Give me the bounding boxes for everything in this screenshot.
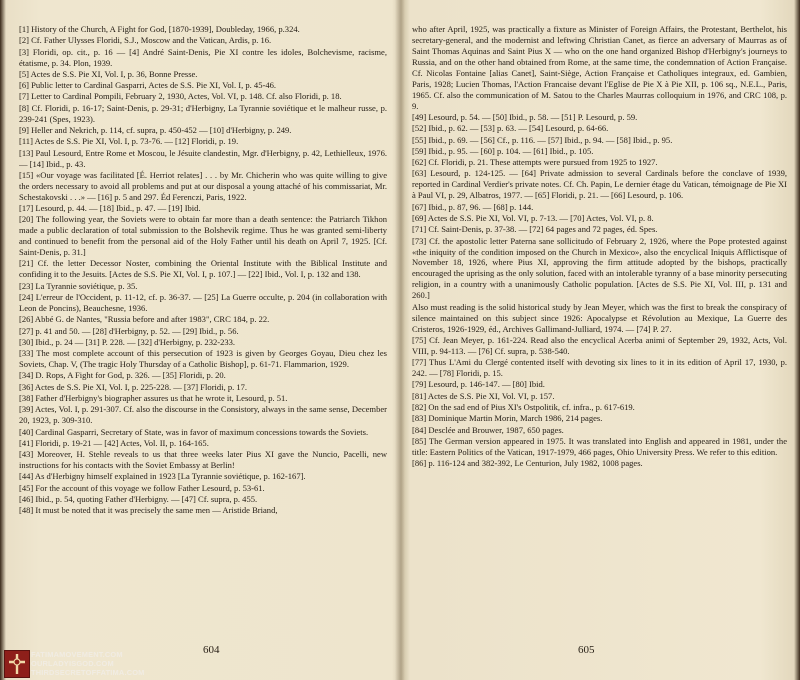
footnote: [13] Paul Lesourd, Entre Rome et Moscou, le Jésuite clandestin, Mgr. d'Herbigny, p. 42, Lethielleux, 1976. — [14] Ibid., p. 43.: [19, 147, 387, 169]
footnote: [5] Actes de S.S. Pie XI, Vol. I, p. 36, Bonne Presse.: [19, 68, 198, 79]
footnote: [1] History of the Church, A Fight for God, [1870-1939], Doubleday, 1966, p.324.: [19, 24, 300, 34]
footnote: [6] Public letter to Cardinal Gasparri, Actes de S.S. Pie XI, Vol. I, p. 45-46.: [19, 80, 277, 91]
footnote: [82] On the sad end of Pius XI's Ostpolitik, cf. infra., p. 617-619.: [412, 401, 635, 412]
footnote: [9] Heller and Nekrich, p. 114, cf. supra, p. 450-452 — [10] d'Herbigny, p. 249.: [19, 124, 292, 135]
footnote: [45] For the account of this voyage we follow Father Lesourd, p. 53-61.: [19, 482, 265, 493]
footnote: [15] «Our voyage was facilitated [É. Herriot relates] . . . by Mr. Chicherin who was quite willing to give the orders necessary to avoid all problems and put at our disposal a young attaché of his commissariat, Mr. Schestakovski . . .» — [16] p. 5 and 297. Éd Ferenczi, Paris, 1922.: [19, 169, 387, 202]
footnote: [38] Father d'Herbigny's biographer assures us that he wrote it, Lesourd, p. 51.: [19, 393, 288, 404]
footnote: [59] Ibid., p. 95. — [60] p. 104. — [61] Ibid., p. 105.: [412, 145, 594, 156]
footnote: [36] Actes de S.S. Pie XI, Vol. I, p. 225-228. — [37] Floridi, p. 17.: [19, 381, 248, 392]
footnote: [84] Desclée and Brouwer, 1987, 650 pages.: [412, 424, 564, 435]
footnote: [79] Lesourd, p. 146-147. — [80] Ibid.: [412, 379, 545, 390]
footnote: [43] Moreover, H. Stehle reveals to us that three weeks later Pius XI gave the Nuncio, Pacelli, new instructions for his contacts with the Soviet Embassy at Berlin!: [19, 449, 387, 471]
watermark-line: FATIMAMOVEMENT.COM: [31, 650, 123, 659]
footnote: [39] Actes, Vol. I, p. 291-307. Cf. also the discourse in the Consistory, always in the same sense, December 20, 1923, p. 309-310.: [19, 404, 387, 426]
footnote: [69] Actes de S.S. Pie XI, Vol. VI, p. 7-13. — [70] Actes, Vol. VI, p. 8.: [412, 212, 654, 223]
footnote: [2] Cf. Father Ulysses Floridi, S.J., Moscow and the Vatican, Ardis, p. 16.: [19, 35, 272, 46]
right-page: [412, 24, 787, 644]
footnote: Also must reading is the solid historical study by Jean Meyer, which was the first to break the conspiracy of silence maintained on this subject since 1926: Apocalypse et Révolution au Mexique, La Guerre des Cristeros, 1926-1929, éd., Archives Gallimand-Julliard, 1974. — [74] P. 27.: [412, 301, 787, 334]
footnote: [71] Cf. Saint-Denis, p. 37-38. — [72] 64 pages and 72 pages, éd. Spes.: [412, 224, 658, 235]
right-page-number: 605: [578, 644, 595, 656]
footnote: [62] Cf. Floridi, p. 21. These attempts were pursued from 1925 to 1927.: [412, 157, 658, 168]
footnote: [83] Dominique Martin Morin, March 1986, 214 pages.: [412, 413, 603, 424]
footnote: [33] The most complete account of this persecution of 1923 is given by Georges Goyau, Dieu chez les Soviets, Chap. V, (The tragic Holy Thursday of a Catholic Bishop], p. 61-71. Flammarion, 1929.: [19, 348, 387, 370]
footnote: [44] As d'Herbigny himself explained in 1923 [La Tyrannie soviétique, p. 162-167].: [19, 471, 306, 482]
footnote: [48] It must be noted that it was precisely the same men — Aristide Briand,: [19, 505, 278, 516]
book-gutter: [395, 0, 405, 680]
left-page: [19, 24, 387, 644]
footnote: [8] Cf. Floridi, p. 16-17; Saint-Denis, p. 29-31; d'Herbigny, La Tyrannie soviétique et le malheur russe, p. 239-241 (Spes, 1923).: [19, 102, 387, 124]
footnote: [77] Thus L'Ami du Clergé contented itself with devoting six lines to it in its edition of April 17, 1930, p. 242. — [78] Floridi, p. 15.: [412, 357, 787, 379]
footnote: [41] Floridi, p. 19-21 — [42] Actes, Vol. II, p. 164-165.: [19, 437, 209, 448]
footnote: [67] Ibid., p. 87, 96. — [68] p. 144.: [412, 201, 534, 212]
footnote: who after April, 1925, was practically a fixture as Minister of Foreign Affairs, the Protestant, Berthelot, his secretary-general, and the modernist and leftwing Christian Canet, as fierce an adversary of Maurras as of Saint Thomas Aquinas and Saint Pius X — who on the one hand organized Bishop d'Herbigny's journeys to Russia, and on the other hand obtained from Rome, at the same time, the condemnation of Action Française. Cf. Nicolas Fontaine [alias Canet], Saint-Siège, Action Française et Catholiques integraux, ed. Gambien, Paris, 1928; Lucien Thomas, l'Action Francaise devant l'Eglise de Pie X à Pie XII, p. 106 sq., N.E.L., Paris, 1965. Cf. also the communication of M. Satou to the Charles Maurras colloquium in 1976, and CRC 108, p. 9.: [412, 24, 787, 111]
footnote: [55] Ibid., p. 69. — [56] Cf., p. 116. — [57] Ibid., p. 94. — [58] Ibid., p. 95.: [412, 134, 673, 145]
footnote: [27] p. 41 and 50. — [28] d'Herbigny, p. 52. — [29] Ibid., p. 56.: [19, 325, 239, 336]
footnote: [11] Actes de S.S. Pie XI, Vol. I, p. 73-76. — [12] Floridi, p. 19.: [19, 136, 239, 147]
footnote: [17] Lesourd, p. 44. — [18] Ibid., p. 47. — [19] Ibid.: [19, 203, 201, 214]
footnote: [7] Letter to Cardinal Pompili, February 2, 1930, Actes, Vol. VI, p. 148. Cf. also Floridi, p. 18.: [19, 91, 342, 102]
footnote: [26] Abbé G. de Nantes, "Russia before and after 1983", CRC 184, p. 22.: [19, 314, 270, 325]
footnote: [3] Floridi, op. cit., p. 16 — [4] André Saint-Denis, Pie XI contre les idoles, Bolchevisme, racisme, étatisme, p. 34. Plon, 1939.: [19, 46, 387, 68]
footnote: [85] The German version appeared in 1975. It was translated into English and appeared in 1981, under the title: Eastern Politics of the Vatican, 1917-1979, 466 pages, Ohio University Press. We refer to this edition.: [412, 435, 787, 457]
footnote: [86] p. 116-124 and 382-392, Le Centurion, July 1982, 1008 pages.: [412, 458, 643, 469]
footnote: [81] Actes de S.S. Pie XI, Vol. VI, p. 157.: [412, 390, 555, 401]
watermark-line: THIRDSECRETOFFATIMA.COM: [31, 668, 145, 677]
footnote: [21] Cf. the letter Decessor Noster, combining the Oriental Institute with the Biblical Institute and confiding it to the Jesuits. [Actes de S.S. Pie XI, Vol. I, p. 107.] — [22] Ibid., Vol. I, p. 132 and 138.: [19, 258, 387, 280]
footnote: [23] La Tyrannie soviétique, p. 35.: [19, 280, 138, 291]
footnote: [30] Ibid., p. 24 — [31] P. 228. — [32] d'Herbigny, p. 232-233.: [19, 336, 236, 347]
footnote: [34] D. Rops, A Fight for God, p. 326. — [35] Floridi, p. 20.: [19, 370, 226, 381]
watermark-line: OURLADYISGOD.COM: [31, 659, 114, 668]
fatima-logo-icon: [4, 650, 30, 678]
footnote: [52] Ibid., p. 62. — [53] p. 63. — [54] Lesourd, p. 64-66.: [412, 123, 609, 134]
footnote: [24] L'erreur de l'Occident, p. 11-12, cf. p. 36-37. — [25] La Guerre occulte, p. 204 (in collaboration with Leon de Poncins), Beauchesne, 1936.: [19, 292, 387, 313]
footnote: [73] Cf. the apostolic letter Paterna sane sollicitudo of February 2, 1926, where the Pope protested against «the iniquity of the condition imposed on the Church in Mexico», also the encyclical Iniquis Afflictisque of November 18, 1926, where Pius XI, approving the firm attitude adopted by the bishops, practically encouraged the uprising as the only solution, faced with an intolerable tyranny of a base minority persecuting religion, in a country with a unanimously Catholic population. [Actes de S.S. Pie XI, Vol. III, p. 131 and 260.]: [412, 235, 787, 301]
footnote: [46] Ibid., p. 54, quoting Father d'Herbigny. — [47] Cf. supra, p. 455.: [19, 494, 258, 504]
footnote: [40] Cardinal Gasparri, Secretary of State, was in favor of maximum concessions towards the Soviets.: [19, 426, 369, 437]
left-page-number: 604: [203, 644, 220, 656]
footnote: [75] Cf. Jean Meyer, p. 161-224. Read also the encyclical Acerba animi of September 29, 1932, Acts, Vol. VIII, p. 94-113. — [76] Cf. supra, p. 538-540.: [412, 334, 787, 356]
footnote: [63] Lesourd, p. 124-125. — [64] Private admission to several Cardinals before the conclave of 1939, reported in Cardinal Verdier's private notes. Cf. Ch. Papin, Le dernier étage du Vatican, témoignage de Pie XI à Paul VI, p. 29, Albatros, 1977. — [65] Floridi, p. 21. — [66] Lesourd, p. 106.: [412, 168, 787, 201]
footnote: [20] The following year, the Soviets were to obtain far more than a death sentence: the Patriarch Tikhon made a public declaration of total submission to the Bolshevik regime. Thus he was granted semi-liberty and continued to benefit from the personal aid of the Holy Father until his death on April 7, 1925. [Cf. Saint-Denis, p. 31.]: [19, 214, 387, 258]
footnote: [49] Lesourd, p. 54. — [50] Ibid., p. 58. — [51] P. Lesourd, p. 59.: [412, 111, 638, 122]
